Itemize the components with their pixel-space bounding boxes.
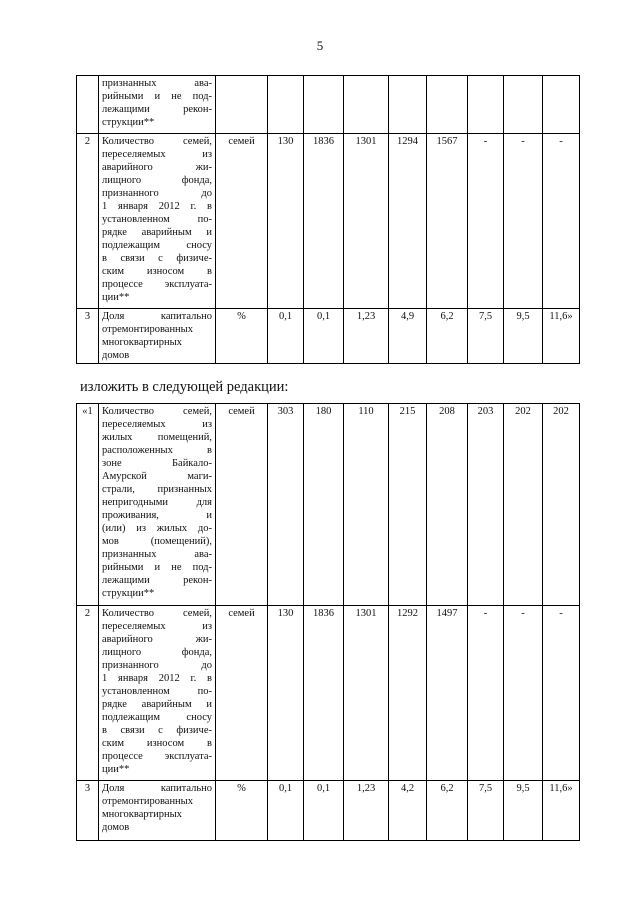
indicator-table-after — [76, 403, 580, 841]
value-cell: 1836 — [304, 134, 344, 309]
table-row — [77, 404, 580, 606]
description-line: струкции** — [102, 117, 155, 128]
description-line: 1 января 2012 г. в — [102, 673, 212, 684]
description-line: ским износом в — [102, 266, 212, 277]
value-cell: 215 — [389, 404, 427, 606]
value-cell: 1,23 — [344, 781, 389, 841]
value-cell: 208 — [427, 404, 468, 606]
description-line: ции** — [102, 292, 130, 303]
value-cell: 203 — [468, 404, 504, 606]
value-cell: 0,1 — [268, 781, 304, 841]
description-line: 1 января 2012 г. в — [102, 201, 212, 212]
row-number: «1 — [77, 404, 99, 606]
table-row — [77, 309, 580, 364]
description-line: струкции** — [102, 588, 155, 599]
value-cell — [504, 76, 543, 134]
description-line: жилых помещений, — [102, 432, 212, 443]
description-line: домов — [102, 822, 130, 833]
table-row — [77, 781, 580, 841]
value-cell: 110 — [344, 404, 389, 606]
value-cell: - — [543, 606, 580, 781]
value-cell: 7,5 — [468, 781, 504, 841]
row-number: 2 — [77, 606, 99, 781]
value-cell: 180 — [304, 404, 344, 606]
indicator-description — [99, 781, 216, 841]
value-cell: 1292 — [389, 606, 427, 781]
description-line: аварийного жи- — [102, 634, 212, 645]
value-cell: 11,6» — [543, 309, 580, 364]
description-line: подлежащим сносу — [102, 240, 212, 251]
description-line: (или) из жилых до- — [102, 523, 212, 534]
value-cell: - — [468, 606, 504, 781]
value-cell — [389, 76, 427, 134]
description-line: ским износом в — [102, 738, 212, 749]
description-line: аварийного жи- — [102, 162, 212, 173]
unit-cell: семей — [216, 134, 268, 309]
indicator-table-before — [76, 75, 580, 364]
unit-cell: семей — [216, 404, 268, 606]
description-line: процессе эксплуата- — [102, 279, 212, 290]
value-cell: 6,2 — [427, 309, 468, 364]
unit-cell: % — [216, 309, 268, 364]
description-line: подлежащим сносу — [102, 712, 212, 723]
description-line: проживания, и — [102, 510, 212, 521]
value-cell: - — [543, 134, 580, 309]
value-cell — [427, 76, 468, 134]
description-line: рийными и не под- — [102, 562, 212, 573]
description-line: ции** — [102, 764, 130, 775]
description-line: отремонтированных — [102, 324, 193, 335]
description-line: Амурской маги- — [102, 471, 212, 482]
description-line: домов — [102, 350, 130, 361]
value-cell: 1567 — [427, 134, 468, 309]
row-number: 3 — [77, 781, 99, 841]
value-cell: 11,6» — [543, 781, 580, 841]
unit-cell — [216, 76, 268, 134]
value-cell: 7,5 — [468, 309, 504, 364]
description-line: рийными и не под- — [102, 91, 212, 102]
table-row — [77, 76, 580, 134]
row-number: 2 — [77, 134, 99, 309]
description-line: отремонтированных — [102, 796, 193, 807]
description-line: многоквартирных — [102, 337, 182, 348]
value-cell — [344, 76, 389, 134]
value-cell: 1497 — [427, 606, 468, 781]
value-cell: 1836 — [304, 606, 344, 781]
description-line: страли, признанных — [102, 484, 212, 495]
indicator-description — [99, 76, 216, 134]
page-number: 5 — [316, 38, 324, 53]
value-cell: - — [504, 134, 543, 309]
description-line: установленном по- — [102, 214, 212, 225]
description-line: признанных ава- — [102, 78, 212, 89]
value-cell: - — [504, 606, 543, 781]
value-cell — [468, 76, 504, 134]
description-line: Доля капитально — [102, 311, 212, 322]
description-line: лищного фонда, — [102, 175, 212, 186]
description-line: расположенных в — [102, 445, 212, 456]
description-line: лежащими рекон- — [102, 575, 212, 586]
indicator-description — [99, 404, 216, 606]
value-cell: 0,1 — [304, 781, 344, 841]
description-line: переселяемых из — [102, 149, 212, 160]
indicator-description — [99, 134, 216, 309]
description-line: непригодными для — [102, 497, 212, 508]
table-row — [77, 606, 580, 781]
value-cell: 202 — [504, 404, 543, 606]
description-line: лищного фонда, — [102, 647, 212, 658]
value-cell: 303 — [268, 404, 304, 606]
description-line: установленном по- — [102, 686, 212, 697]
description-line: рядке аварийным и — [102, 227, 212, 238]
description-line: процессе эксплуата- — [102, 751, 212, 762]
value-cell: 130 — [268, 134, 304, 309]
description-line: мов (помещений), — [102, 536, 212, 547]
unit-cell: семей — [216, 606, 268, 781]
value-cell: 9,5 — [504, 309, 543, 364]
value-cell: 6,2 — [427, 781, 468, 841]
amendment-caption: изложить в следующей редакции: — [80, 379, 289, 395]
value-cell: 1,23 — [344, 309, 389, 364]
value-cell: - — [468, 134, 504, 309]
description-line: в связи с физиче- — [102, 725, 212, 736]
value-cell — [304, 76, 344, 134]
description-line: признанного до — [102, 188, 212, 199]
value-cell: 1301 — [344, 134, 389, 309]
unit-cell: % — [216, 781, 268, 841]
value-cell: 1301 — [344, 606, 389, 781]
indicator-description — [99, 309, 216, 364]
value-cell: 130 — [268, 606, 304, 781]
value-cell: 9,5 — [504, 781, 543, 841]
row-number — [77, 76, 99, 134]
description-line: зоне Байкало- — [102, 458, 212, 469]
description-line: признанного до — [102, 660, 212, 671]
description-line: Количество семей, — [102, 136, 212, 147]
value-cell: 4,9 — [389, 309, 427, 364]
row-number: 3 — [77, 309, 99, 364]
description-line: в связи с физиче- — [102, 253, 212, 264]
description-line: переселяемых из — [102, 419, 212, 430]
description-line: Доля капитально — [102, 783, 212, 794]
value-cell — [543, 76, 580, 134]
description-line: многоквартирных — [102, 809, 182, 820]
value-cell: 202 — [543, 404, 580, 606]
description-line: Количество семей, — [102, 406, 212, 417]
description-line: рядке аварийным и — [102, 699, 212, 710]
value-cell: 0,1 — [304, 309, 344, 364]
table-row — [77, 134, 580, 309]
indicator-description — [99, 606, 216, 781]
description-line: Количество семей, — [102, 608, 212, 619]
description-line: лежащими рекон- — [102, 104, 212, 115]
value-cell — [268, 76, 304, 134]
value-cell: 4,2 — [389, 781, 427, 841]
value-cell: 1294 — [389, 134, 427, 309]
description-line: переселяемых из — [102, 621, 212, 632]
description-line: признанных ава- — [102, 549, 212, 560]
value-cell: 0,1 — [268, 309, 304, 364]
